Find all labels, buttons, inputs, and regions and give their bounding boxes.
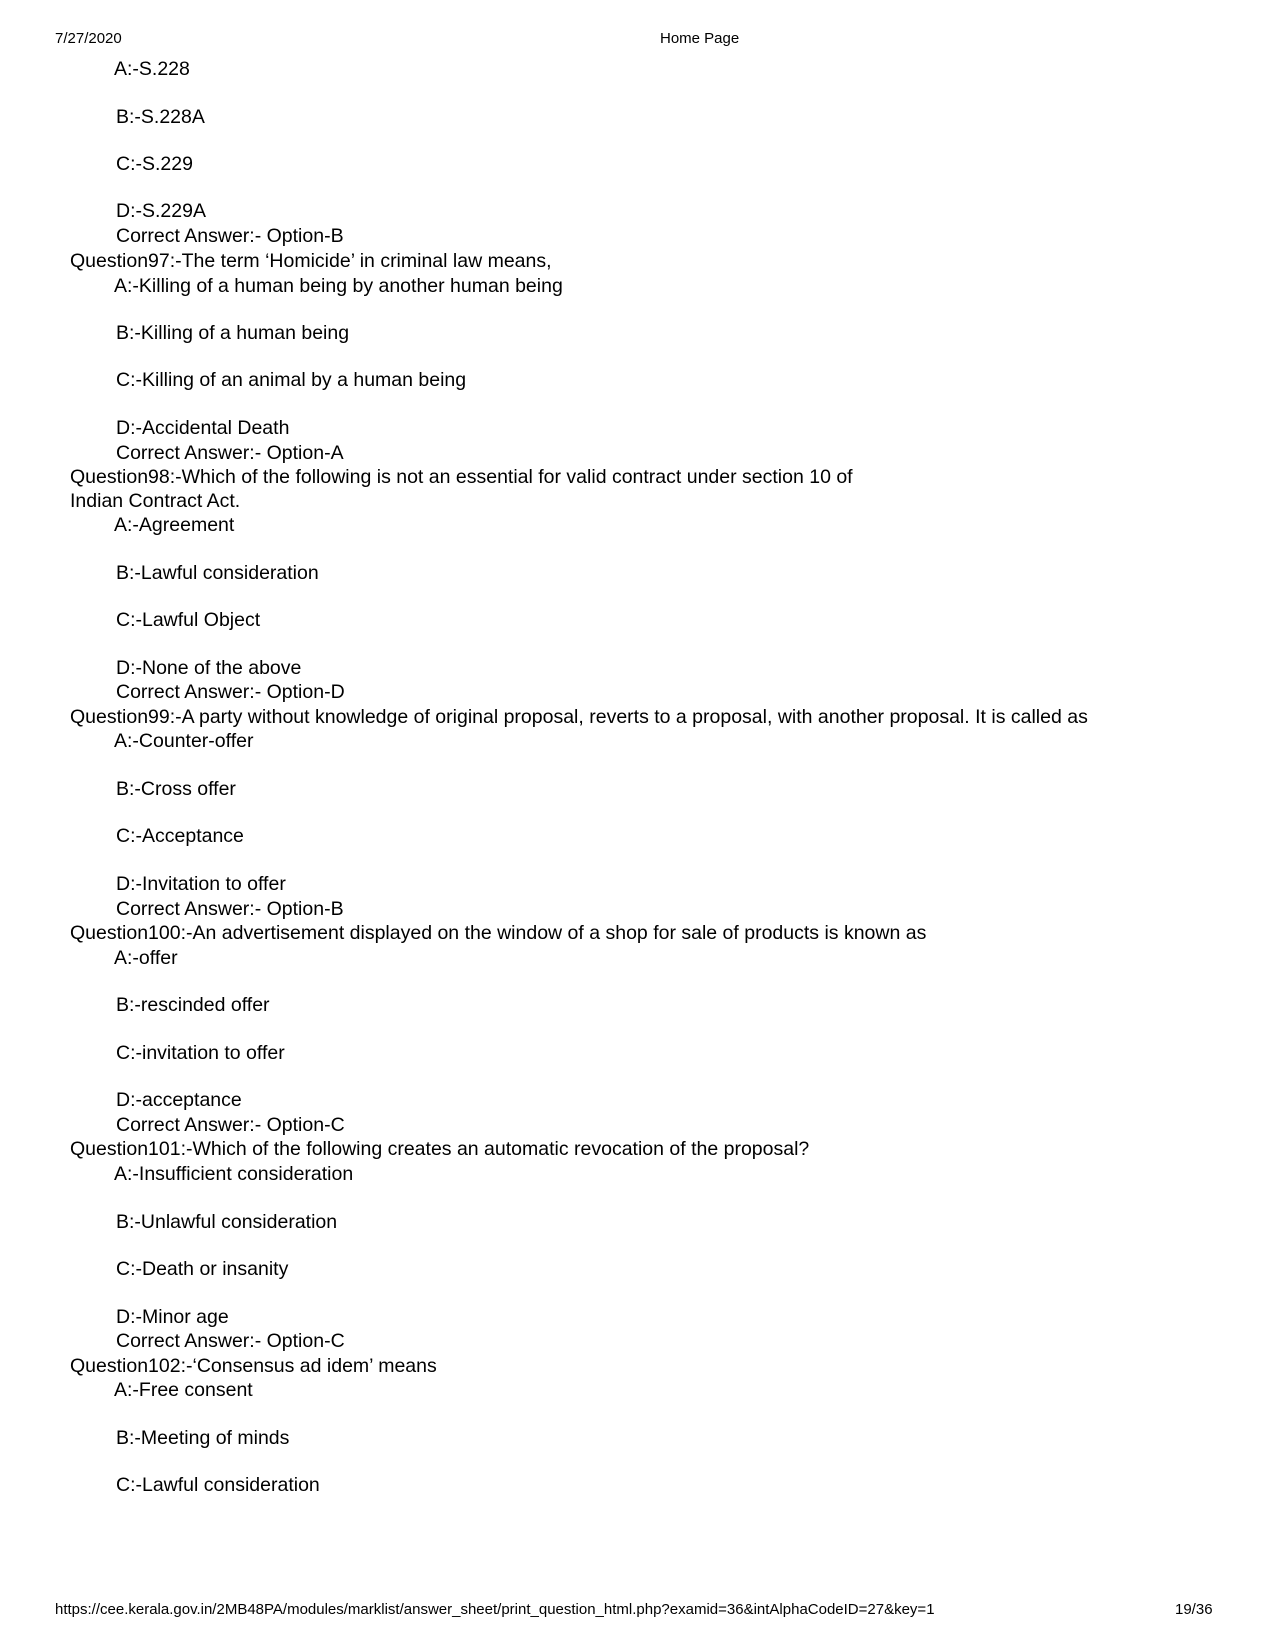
correct-answer: Correct Answer:- Option-C bbox=[116, 1330, 345, 1352]
option-b: B:-Killing of a human being bbox=[116, 322, 350, 344]
print-date: 7/27/2020 bbox=[55, 30, 122, 47]
option-c: C:-S.229 bbox=[116, 153, 193, 175]
option-a: A:-Killing of a human being by another human being bbox=[114, 275, 563, 297]
option-c: C:-invitation to offer bbox=[116, 1042, 285, 1064]
question-text-continued: Indian Contract Act. bbox=[70, 490, 241, 512]
question-text: Question97:-The term ‘Homicide’ in criminal law means, bbox=[70, 250, 552, 272]
option-a: A:-Agreement bbox=[114, 514, 235, 536]
question-text: Question100:-An advertisement displayed on the window of a shop for sale of products is known as bbox=[70, 922, 927, 944]
question-text: Question98:-Which of the following is not an essential for valid contract under section 10 of bbox=[70, 466, 853, 488]
option-b: B:-Unlawful consideration bbox=[116, 1211, 338, 1233]
option-a: A:-Counter-offer bbox=[114, 730, 254, 752]
correct-answer: Correct Answer:- Option-A bbox=[116, 442, 344, 464]
option-b: B:-Cross offer bbox=[116, 778, 236, 800]
option-b: B:-Meeting of minds bbox=[116, 1427, 290, 1449]
page-title: Home Page bbox=[660, 30, 740, 47]
option-c: C:-Death or insanity bbox=[116, 1258, 289, 1280]
option-a: A:-Free consent bbox=[114, 1379, 253, 1401]
option-c: C:-Lawful consideration bbox=[116, 1474, 320, 1496]
page-url: https://cee.kerala.gov.in/2MB48PA/modules/marklist/answer_sheet/print_question_html.php?examid=36&intAlphaCodeID=27&key=1 bbox=[55, 1601, 935, 1618]
option-b: B:-Lawful consideration bbox=[116, 562, 319, 584]
correct-answer: Correct Answer:- Option-B bbox=[116, 225, 344, 247]
option-d: D:-Accidental Death bbox=[116, 417, 290, 439]
question-text: Question102:-‘Consensus ad idem’ means bbox=[70, 1355, 437, 1377]
correct-answer: Correct Answer:- Option-D bbox=[116, 681, 345, 703]
option-d: D:-acceptance bbox=[116, 1089, 242, 1111]
option-c: C:-Killing of an animal by a human being bbox=[116, 369, 467, 391]
option-b: B:-S.228A bbox=[116, 106, 205, 128]
page-number: 19/36 bbox=[1175, 1601, 1213, 1618]
question-text: Question99:-A party without knowledge of original proposal, reverts to a proposal, with another proposal. It is called as bbox=[70, 706, 1088, 728]
option-d: D:-Minor age bbox=[116, 1306, 229, 1328]
option-c: C:-Acceptance bbox=[116, 825, 244, 847]
correct-answer: Correct Answer:- Option-B bbox=[116, 898, 344, 920]
option-c: C:-Lawful Object bbox=[116, 609, 261, 631]
option-a: A:-offer bbox=[114, 947, 178, 969]
option-d: D:-Invitation to offer bbox=[116, 873, 286, 895]
option-d: D:-S.229A bbox=[116, 200, 206, 222]
option-b: B:-rescinded offer bbox=[116, 994, 270, 1016]
option-a: A:-Insufficient consideration bbox=[114, 1163, 354, 1185]
option-a: A:-S.228 bbox=[114, 58, 190, 80]
correct-answer: Correct Answer:- Option-C bbox=[116, 1114, 345, 1136]
option-d: D:-None of the above bbox=[116, 657, 302, 679]
question-text: Question101:-Which of the following creates an automatic revocation of the proposal? bbox=[70, 1138, 810, 1160]
